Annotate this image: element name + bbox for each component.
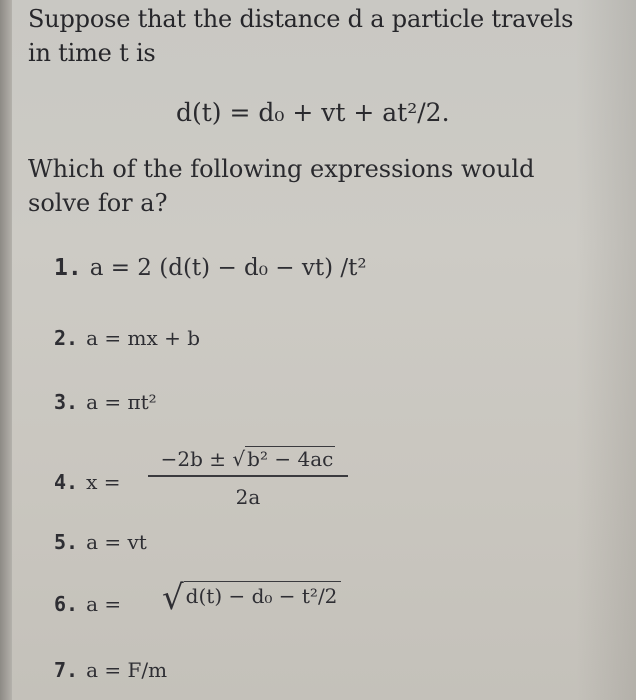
option-expression: a = F/m bbox=[86, 658, 168, 682]
option-expression: a = πt² bbox=[86, 390, 157, 414]
distance-equation: d(t) = d₀ + vt + at²/2. bbox=[176, 98, 450, 127]
option-lhs: a = bbox=[86, 592, 122, 616]
radicand: d(t) − d₀ − t²/2 bbox=[184, 581, 342, 608]
numerator-radicand: b² − 4ac bbox=[247, 447, 334, 471]
option-1 bbox=[54, 255, 367, 281]
option-number: 3. bbox=[54, 390, 79, 414]
photo-edge bbox=[0, 0, 12, 700]
photo-shadow bbox=[576, 0, 636, 700]
option-expression: a = 2 (d(t) − d₀ − vt) /t² bbox=[89, 255, 367, 281]
numerator-prefix: −2b ± √ bbox=[160, 447, 246, 471]
option-expression: a = mx + b bbox=[86, 326, 201, 350]
option-6 bbox=[54, 592, 121, 616]
option-number: 7. bbox=[54, 658, 79, 682]
option-4-fraction bbox=[148, 447, 348, 509]
radical-sign: √ bbox=[162, 578, 184, 618]
problem-intro bbox=[28, 2, 628, 70]
question-line-1: Which of the following expressions would bbox=[28, 155, 535, 183]
option-expression: a = vt bbox=[86, 530, 147, 554]
option-number: 2. bbox=[54, 326, 79, 350]
fraction-numerator bbox=[148, 447, 348, 471]
option-lhs: x = bbox=[86, 470, 121, 494]
option-number: 6. bbox=[54, 592, 79, 616]
option-7 bbox=[54, 658, 167, 682]
option-number: 1. bbox=[54, 255, 82, 281]
option-4 bbox=[54, 470, 121, 494]
question-line-2: solve for a? bbox=[28, 189, 168, 217]
option-6-square-root bbox=[162, 578, 341, 618]
option-5 bbox=[54, 530, 147, 554]
fraction-denominator: 2a bbox=[235, 484, 261, 509]
fraction-bar bbox=[148, 475, 348, 477]
intro-line-2: in time t is bbox=[28, 39, 156, 67]
option-3 bbox=[54, 390, 157, 414]
option-2 bbox=[54, 326, 200, 350]
intro-line-1: Suppose that the distance d a particle travels bbox=[28, 5, 574, 33]
option-number: 4. bbox=[54, 470, 79, 494]
option-number: 5. bbox=[54, 530, 79, 554]
question-text bbox=[28, 152, 608, 220]
